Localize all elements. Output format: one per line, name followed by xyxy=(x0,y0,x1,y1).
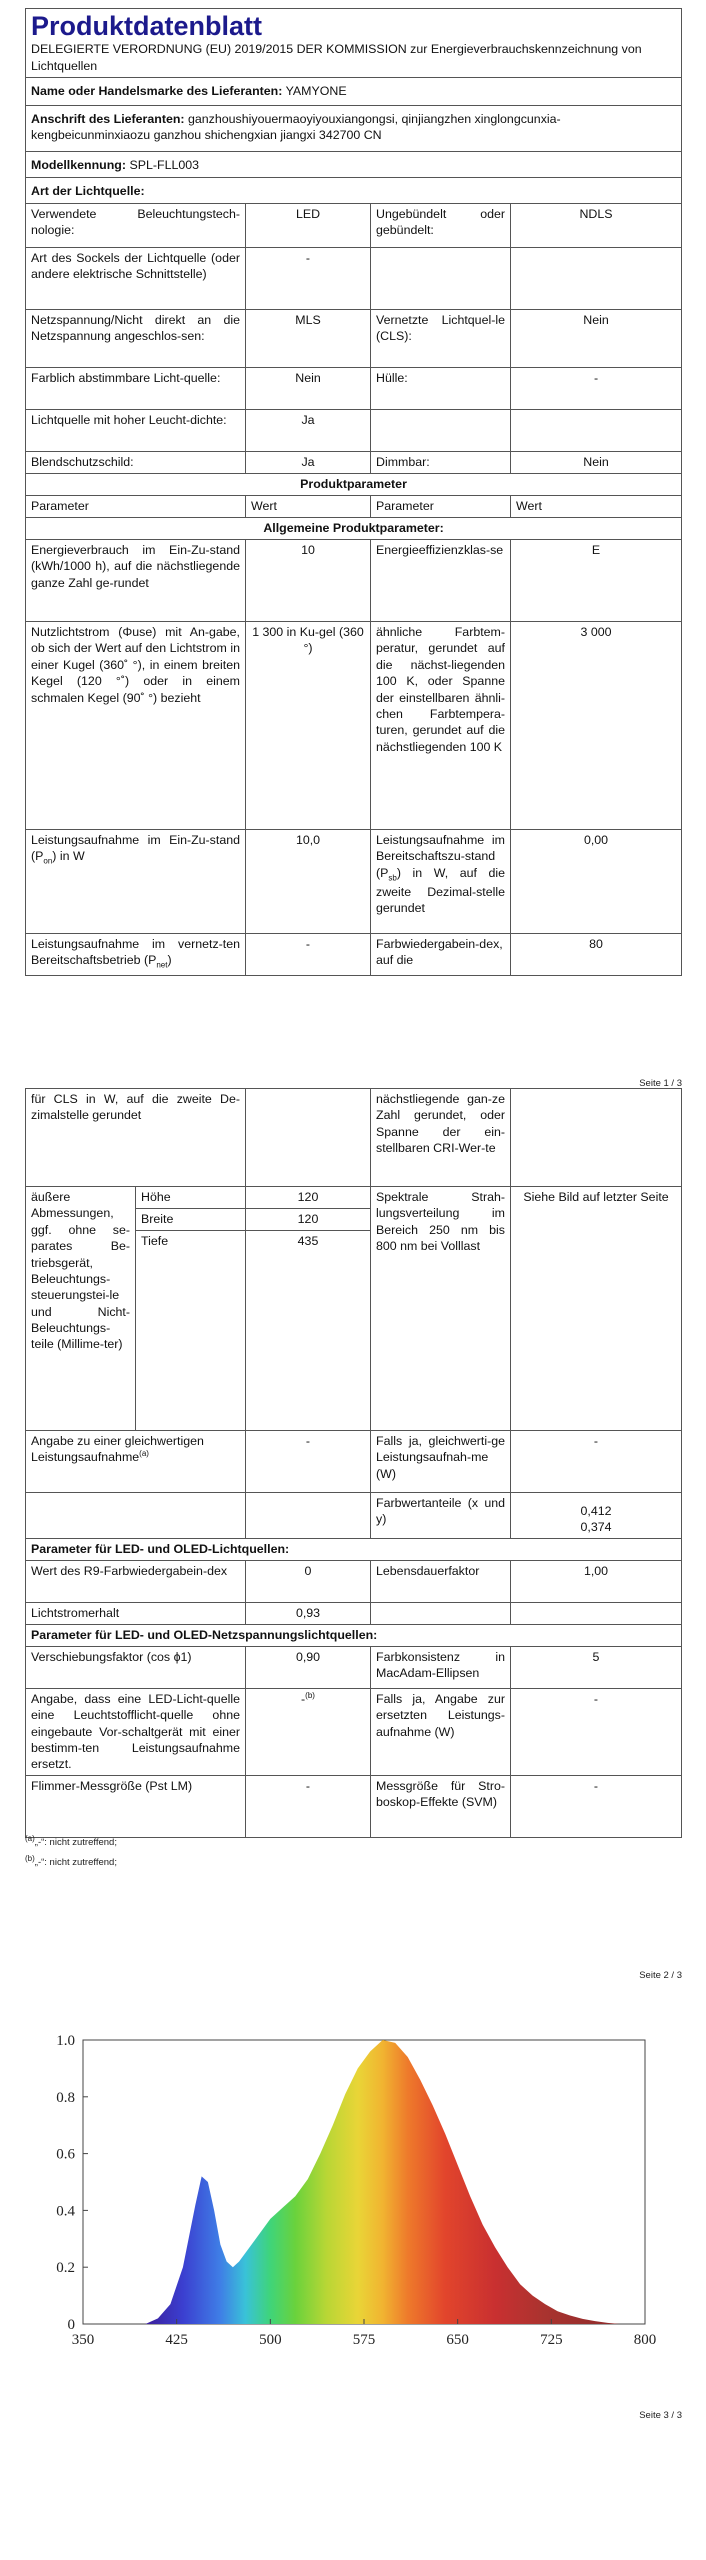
y-tick-label: 1.0 xyxy=(56,2033,75,2049)
cri-label: Farbwiedergabein-dex, auf die xyxy=(371,934,511,976)
lumen-maintenance-label: Lichtstromerhalt xyxy=(26,1602,246,1624)
standby-power-label: Leistungsaufnahme im Bereitschaftszu-stand $(P_{sb})$ in W, auf die zweite Dezimal-stelle gerundet xyxy=(371,830,511,934)
model-id: SPL-FLL003 xyxy=(129,158,200,173)
product-params-header: Produktparameter xyxy=(26,474,682,496)
datasheet-table-page-1 xyxy=(25,8,682,976)
type-value-5: MLS xyxy=(246,310,371,368)
col-parameter-1: Parameter xyxy=(26,496,246,518)
standby-power-value: 0,00 xyxy=(511,830,682,934)
spectrum-area xyxy=(145,2040,620,2324)
page-title: Produktdatenblatt xyxy=(31,11,263,41)
r9-value: 0 xyxy=(246,1560,371,1602)
x-tick-label: 500 xyxy=(259,2332,282,2348)
footnote-b: $^{(b)}$„-“: nicht zutreffend; xyxy=(25,1854,117,1869)
dim-depth-value: 435 xyxy=(246,1231,371,1431)
dim-width-value: 120 xyxy=(246,1209,371,1231)
type-value-9: Ja xyxy=(246,410,371,452)
page-2 xyxy=(25,1088,681,1838)
equivalent-power-value: - xyxy=(246,1431,371,1493)
energy-consumption-label: Energieverbrauch im Ein-Zu-stand (kWh/1000 h), auf die nächstliegende ganze Zahl ge-rundet xyxy=(26,540,246,622)
type-value-4 xyxy=(511,248,682,310)
type-header: Art der Lichtquelle: xyxy=(26,178,682,204)
type-value-10 xyxy=(511,410,682,452)
supplier-name: YAMYONE xyxy=(285,84,347,99)
dim-width-label: Breite xyxy=(136,1209,246,1231)
replacement-power-label: Falls ja, Angabe zur ersetzten Leistungs-aufnahme (W) xyxy=(371,1688,511,1775)
color-consistency-value: 5 xyxy=(511,1646,682,1688)
cri-label-continued: nächstliegende gan-ze Zahl gerundet, oder Spanne der ein-stellbaren CRI-Wer-te xyxy=(371,1089,511,1187)
color-consistency-label: Farbkonsistenz in MacAdam-Ellipsen xyxy=(371,1646,511,1688)
empty-cell-a xyxy=(246,1089,371,1187)
lifetime-value: 1,00 xyxy=(511,1560,682,1602)
supplier-address-label: Anschrift des Lieferanten: xyxy=(31,112,185,127)
type-param-1: Verwendete Beleuchtungstech-nologie: xyxy=(26,204,246,248)
equivalent-power-label: Angabe zu einer gleichwertigen Leistungsaufnahme$^{(a)}$ xyxy=(26,1431,246,1493)
flicker-label: Flimmer-Messgröße (Pst LM) xyxy=(26,1775,246,1837)
networked-standby-label: Leistungsaufnahme im vernetz-ten Bereitschaftsbetrieb $(P_{net})$ xyxy=(26,934,246,976)
x-tick-label: 575 xyxy=(352,2332,376,2348)
type-param-6: Vernetzte Lichtquel-le (CLS): xyxy=(371,310,511,368)
page-1 xyxy=(25,8,681,976)
spectral-value: Siehe Bild auf letzter Seite xyxy=(511,1187,682,1431)
displacement-factor-label: Verschiebungsfaktor (cos ϕ1) xyxy=(26,1646,246,1688)
y-tick-label: 0.6 xyxy=(56,2146,75,2163)
type-param-9: Lichtquelle mit hoher Leucht-dichte: xyxy=(26,410,246,452)
type-value-2: NDLS xyxy=(511,204,682,248)
power-on-label: Leistungsaufnahme im Ein-Zu-stand $(P_{on})$ in W xyxy=(26,830,246,934)
general-params-header: Allgemeine Produktparameter: xyxy=(26,518,682,540)
power-on-value: 10,0 xyxy=(246,830,371,934)
stroboscopic-value: - xyxy=(511,1775,682,1837)
empty-cell-c xyxy=(26,1493,246,1539)
x-tick-label: 350 xyxy=(71,2332,95,2348)
x-tick-label: 650 xyxy=(446,2332,469,2348)
energy-consumption-value: 10 xyxy=(246,540,371,622)
y-tick-label: 0.4 xyxy=(56,2203,75,2220)
type-value-6: Nein xyxy=(511,310,682,368)
replacement-power-value: - xyxy=(511,1688,682,1775)
chromaticity-label: Farbwertanteile (x und y) xyxy=(371,1493,511,1539)
model-label: Modellkennung: xyxy=(31,158,126,173)
chromaticity-x: 0,412 xyxy=(580,1504,612,1518)
dim-height-value: 120 xyxy=(246,1187,371,1209)
equivalent-power-right-value: - xyxy=(511,1431,682,1493)
type-value-1: LED xyxy=(246,204,371,248)
x-tick-label: 725 xyxy=(540,2332,563,2348)
flicker-value: - xyxy=(246,1775,371,1837)
type-param-5: Netzspannung/Nicht direkt an die Netzspannung angeschlos-sen: xyxy=(26,310,246,368)
stroboscopic-label: Messgröße für Stro-boskop-Effekte (SVM) xyxy=(371,1775,511,1837)
col-parameter-2: Parameter xyxy=(371,496,511,518)
page-3-footer: Seite 3 / 3 xyxy=(639,2410,682,2421)
type-value-7: Nein xyxy=(246,368,371,410)
datasheet-table-page-2 xyxy=(25,1088,682,1838)
cct-value: 3 000 xyxy=(511,622,682,830)
mains-params-header: Parameter für LED- und OLED-Netzspannungslichtquellen: xyxy=(26,1624,682,1646)
dim-depth-label: Tiefe xyxy=(136,1231,246,1431)
energy-class-label: Energieeffizienzklas-se xyxy=(371,540,511,622)
replacement-claim-label: Angabe, dass eine LED-Licht-quelle eine Leuchtstofflicht-quelle ohne eingebaute Vor-schaltgerät mit einer bestimm-ten Leistungsaufnahme ersetzt. xyxy=(26,1688,246,1775)
energy-class-value: E xyxy=(511,540,682,622)
lumen-maintenance-value: 0,93 xyxy=(246,1602,371,1624)
chromaticity-y: 0,374 xyxy=(580,1520,612,1535)
supplier-address: ganzhoushiyouermaoyiyouxiangongsi, qinjiangzhen xinglongcunxia-kengbeicunminxiaozu ganzhou shichengxian jiangxi 342700 CN xyxy=(31,112,561,143)
empty-cell-f xyxy=(511,1602,682,1624)
dim-height-label: Höhe xyxy=(136,1187,246,1209)
page-1-footer: Seite 1 / 3 xyxy=(639,1078,682,1089)
type-param-7: Farblich abstimmbare Licht-quelle: xyxy=(26,368,246,410)
networked-standby-value: - xyxy=(246,934,371,976)
type-param-3: Art des Sockels der Lichtquelle (oder andere elektrische Schnittstelle) xyxy=(26,248,246,310)
type-value-8: - xyxy=(511,368,682,410)
type-param-2: Ungebündelt oder gebündelt: xyxy=(371,204,511,248)
x-tick-label: 425 xyxy=(165,2332,188,2348)
replacement-claim-value: -$^{(b)}$ xyxy=(246,1688,371,1775)
empty-cell-b xyxy=(511,1089,682,1187)
lifetime-label: Lebensdauerfaktor xyxy=(371,1560,511,1602)
dimensions-label: äußere Abmessungen, ggf. ohne se-parates Be-triebsgerät, Beleuchtungs-steuerungstei-le und Nicht-Beleuchtungs-teile (Millime-ter) xyxy=(26,1187,136,1431)
networked-standby-continued: für CLS in W, auf die zweite De-zimalstelle gerundet xyxy=(26,1089,246,1187)
type-value-12: Nein xyxy=(511,452,682,474)
type-param-12: Dimmbar: xyxy=(371,452,511,474)
page-2-footer: Seite 2 / 3 xyxy=(639,1970,682,1981)
supplier-address-row xyxy=(26,106,682,152)
chromaticity-value xyxy=(511,1493,682,1539)
empty-cell-d xyxy=(246,1493,371,1539)
y-tick-label: 0 xyxy=(67,2317,75,2333)
footnote-a: $^{(a)}$„-“: nicht zutreffend; xyxy=(25,1834,117,1849)
type-param-10 xyxy=(371,410,511,452)
x-tick-label: 800 xyxy=(633,2332,657,2348)
spectral-label: Spektrale Strah-lungsverteilung im Bereich 250 nm bis 800 nm bei Volllast xyxy=(371,1187,511,1431)
type-param-8: Hülle: xyxy=(371,368,511,410)
r9-label: Wert des R9-Farbwiedergabein-dex xyxy=(26,1560,246,1602)
col-value-2: Wert xyxy=(511,496,682,518)
luminous-flux-value: 1 300 in Ku-gel (360 °) xyxy=(246,622,371,830)
cct-label: ähnliche Farbtem-peratur, gerundet auf die nächst-liegenden 100 K, oder Spanne der einstellbaren ähnli-chen Farbtempera-turen, gerundet auf die nächstliegenden 100 K xyxy=(371,622,511,830)
equivalent-power-right-label: Falls ja, gleichwerti-ge Leistungsaufnah-me (W) xyxy=(371,1431,511,1493)
spectrum-chart-svg xyxy=(25,2028,681,2358)
led-params-header: Parameter für LED- und OLED-Lichtquellen: xyxy=(26,1538,682,1560)
supplier-name-row xyxy=(26,78,682,106)
cri-value: 80 xyxy=(511,934,682,976)
spectrum-chart xyxy=(25,2028,681,2358)
title-cell xyxy=(26,9,682,78)
model-row xyxy=(26,152,682,178)
empty-cell-e xyxy=(371,1602,511,1624)
y-tick-label: 0.2 xyxy=(56,2260,75,2277)
type-param-11: Blendschutzschild: xyxy=(26,452,246,474)
type-param-4 xyxy=(371,248,511,310)
type-value-3: - xyxy=(246,248,371,310)
displacement-factor-value: 0,90 xyxy=(246,1646,371,1688)
y-tick-label: 0.8 xyxy=(56,2089,75,2106)
supplier-name-label: Name oder Handelsmarke des Lieferanten: xyxy=(31,84,283,99)
regulation-text: DELEGIERTE VERORDNUNG (EU) 2019/2015 DER KOMMISSION zur Energieverbrauchskennzeichnung von Lichtquellen xyxy=(31,42,642,73)
type-value-11: Ja xyxy=(246,452,371,474)
col-value-1: Wert xyxy=(246,496,371,518)
luminous-flux-label: Nutzlichtstrom (Φuse) mit An-gabe, ob sich der Wert auf den Lichtstrom in einer Kugel (360˚ °), in einem breiten Kegel (120 °˚) oder in einem schmalen Kegel (90˚ °) bezieht xyxy=(26,622,246,830)
